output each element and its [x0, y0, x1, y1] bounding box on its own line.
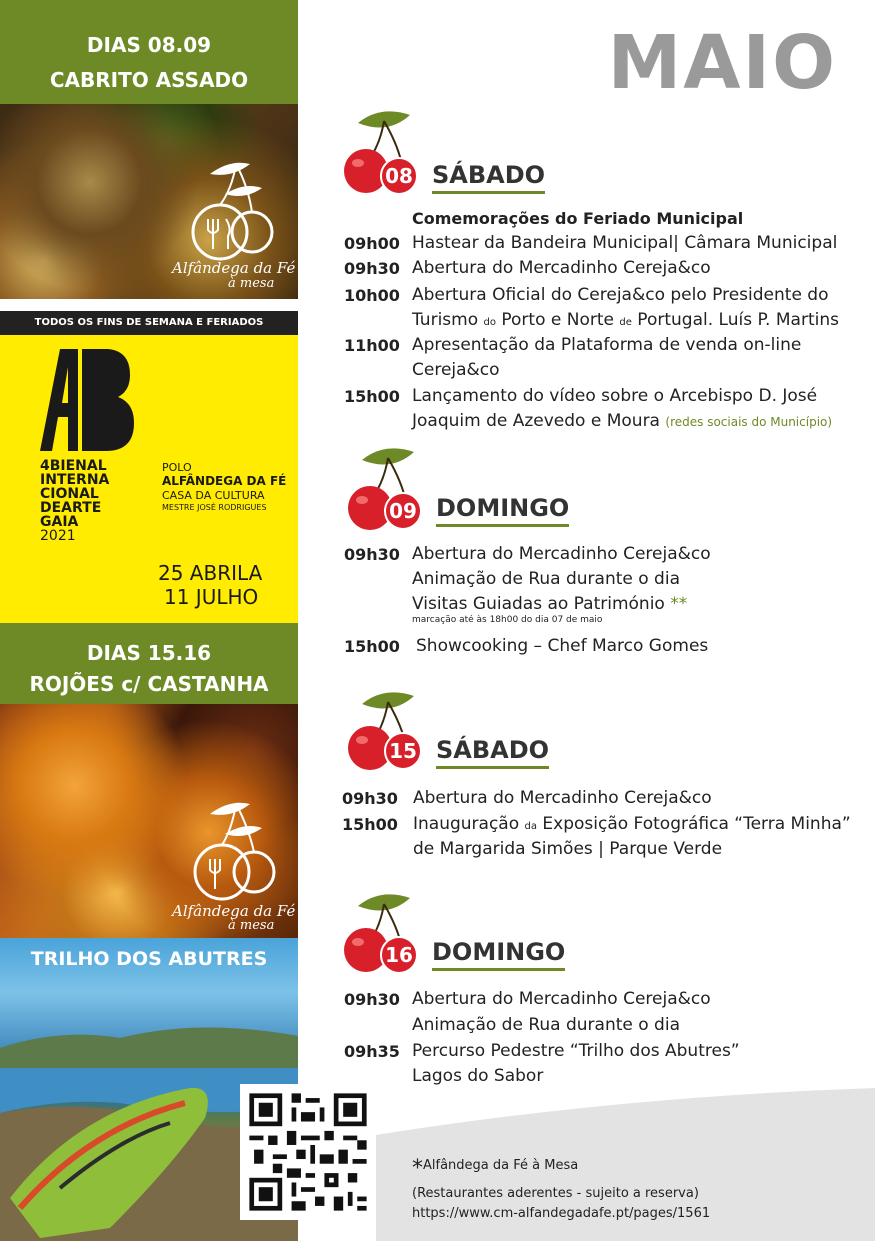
event-time: 11h00 — [344, 336, 400, 355]
event-time: 15h00 — [344, 637, 400, 656]
bienal-polo-name: ALFÂNDEGA DA FÉ — [162, 474, 287, 488]
day-15-header — [344, 686, 864, 776]
event-text: Abertura Oficial do Cereja&co pelo Presidente do — [412, 285, 829, 305]
bienal-date-end: 11 JULHO — [164, 585, 259, 609]
event-text: Abertura do Mercadinho Cereja&co — [412, 989, 711, 1009]
event-text: Abertura do Mercadinho Cereja&co — [412, 258, 711, 278]
banner-rojoes — [0, 623, 298, 704]
footer-curve — [298, 1088, 875, 1148]
event-time: 09h30 — [344, 990, 400, 1009]
event-text: Showcooking – Chef Marco Gomes — [416, 636, 709, 656]
event-time: 09h30 — [344, 545, 400, 564]
event-time: 10h00 — [344, 286, 400, 305]
footer-asterisk: * — [412, 1156, 423, 1181]
day-08-header — [340, 105, 860, 195]
banner-cabrito — [0, 0, 298, 104]
qr-code-pattern — [240, 1084, 376, 1220]
event-text: Abertura do Mercadinho Cereja&co — [413, 788, 712, 808]
event-asterisks: ** — [670, 594, 688, 614]
event-text-line2: Joaquim de Azevedo e Moura (redes sociais do Município) — [412, 411, 833, 431]
event-time: 09h30 — [342, 789, 398, 808]
banner-rojoes-title: ROJÕES c/ CASTANHA — [29, 672, 269, 696]
event-text-line2: Animação de Rua durante o dia — [412, 1015, 680, 1035]
day-name: DOMINGO — [436, 494, 569, 527]
day-number: 09 — [384, 492, 422, 530]
banner-cabrito-title: CABRITO ASSADO — [49, 68, 249, 92]
cabrito-photo — [0, 104, 298, 299]
day-08-heading: Comemorações do Feriado Municipal — [412, 209, 744, 228]
sidebar — [0, 0, 298, 1241]
day-09-header — [344, 442, 864, 532]
event-note: (redes sociais do Município) — [665, 415, 833, 429]
footer-link[interactable]: https://www.cm-alfandegadafe.pt/pages/1561 — [412, 1206, 711, 1221]
bienal-polo: POLO — [162, 461, 192, 474]
bienal-title: 4BIENAL INTERNA CIONAL DEARTE GAIA 2021 — [40, 458, 110, 544]
event-text: Hastear da Bandeira Municipal| Câmara Municipal — [412, 233, 838, 253]
day-name: SÁBADO — [432, 161, 545, 194]
event-text-line2: Animação de Rua durante o dia — [412, 569, 680, 589]
event-text: Percurso Pedestre “Trilho dos Abutres” — [412, 1041, 740, 1061]
page-title: MAIO — [607, 20, 837, 106]
day-number: 08 — [380, 157, 418, 195]
event-text-line2: de Margarida Simões | Parque Verde — [413, 839, 723, 859]
bienal-polo-place: CASA DA CULTURA — [162, 489, 265, 502]
day-16-header — [340, 888, 860, 978]
event-text-line2: Turismo do Porto e Norte de Portugal. Luís P. Martins — [412, 310, 839, 330]
footer-note: (Restaurantes aderentes - sujeito a reserva) — [412, 1186, 699, 1201]
event-time: 15h00 — [344, 387, 400, 406]
qr-code[interactable] — [240, 1084, 376, 1220]
event-text-line2: Cereja&co — [412, 360, 500, 380]
event-text: Inauguração da Exposição Fotográfica “Terra Minha” — [413, 814, 851, 834]
event-text: Apresentação da Plataforma de venda on-line — [412, 335, 802, 355]
event-time: 09h30 — [344, 259, 400, 278]
banner-trilho-title: TRILHO DOS ABUTRES — [30, 948, 268, 970]
banner-cabrito-dates: DIAS 08.09 — [86, 33, 212, 57]
event-text-line3: Visitas Guiadas ao Património ** — [412, 594, 688, 614]
rojoes-photo — [0, 704, 298, 938]
weekends-strip: TODOS OS FINS DE SEMANA E FERIADOS — [0, 311, 298, 335]
event-text-line2: Lagos do Sabor — [412, 1066, 544, 1086]
bienal-ab-mark — [38, 347, 138, 457]
banner-rojoes-dates: DIAS 15.16 — [86, 641, 212, 665]
day-number: 16 — [380, 936, 418, 974]
bienal-ad — [0, 335, 298, 623]
bienal-polo-person: MESTRE JOSÉ RODRIGUES — [162, 503, 267, 512]
footer-title: *Alfândega da Fé à Mesa — [412, 1156, 579, 1181]
logo-subtext-2: à mesa — [228, 918, 275, 933]
event-text: Lançamento do vídeo sobre o Arcebispo D. José — [412, 386, 818, 406]
logo-text: Alfândega da Fé — [172, 259, 296, 277]
event-text: Abertura do Mercadinho Cereja&co — [412, 544, 711, 564]
event-note: marcação até às 18h00 do dia 07 de maio — [412, 615, 603, 625]
logo-text-2: Alfândega da Fé — [172, 902, 296, 920]
bienal-date-start: 25 ABRILA — [158, 561, 263, 585]
day-number: 15 — [384, 732, 422, 770]
event-time: 09h00 — [344, 234, 400, 253]
day-name: DOMINGO — [432, 938, 565, 971]
event-time: 15h00 — [342, 815, 398, 834]
day-name: SÁBADO — [436, 736, 549, 769]
event-time: 09h35 — [344, 1042, 400, 1061]
logo-subtext: à mesa — [228, 276, 275, 291]
